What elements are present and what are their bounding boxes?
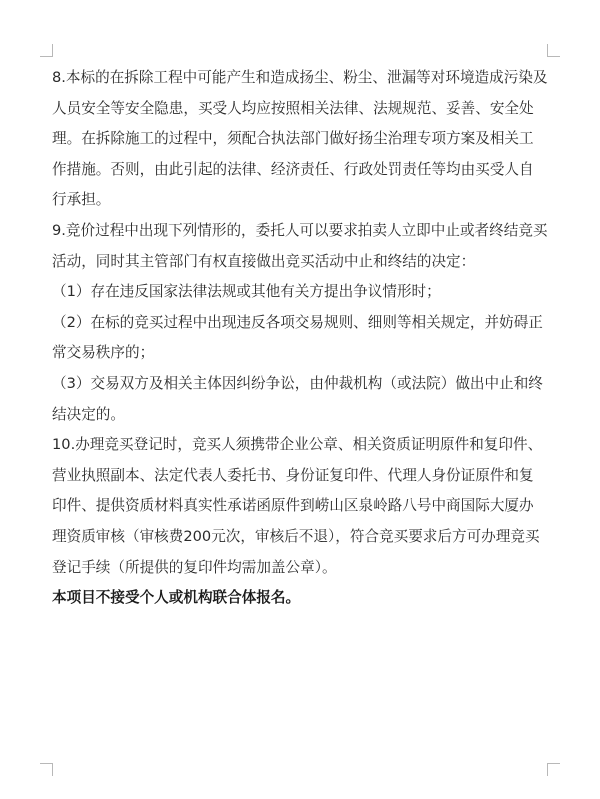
paragraph-item-9-2: （2）在标的竞买过程中出现违反各项交易规则、细则等相关规定，并妨碍正常交易秩序的； [52, 313, 543, 362]
document-body [52, 63, 548, 614]
crop-mark-top-right [547, 44, 560, 57]
paragraph-item-9-1: （1）存在违反国家法律法规或其他有关方提出争议情形时； [52, 283, 441, 301]
paragraph-item-9: 9.竞价过程中出现下列情形的，委托人可以要求拍卖人立即中止或者终结竞买活动，同时其主管部门有权直接做出竞买活动中止和终结的决定： [52, 221, 548, 270]
crop-mark-bottom-right [547, 763, 560, 776]
paragraph-item-9-3: （3）交易双方及相关主体因纠纷争讼，由仲裁机构（或法院）做出中止和终结决定的。 [52, 374, 543, 423]
notice-no-individual-registration: 本项目不接受个人或机构联合体报名。 [52, 589, 301, 607]
crop-mark-bottom-left [40, 763, 53, 776]
paragraph-item-10: 10.办理竞买登记时，竞买人须携带企业公章、相关资质证明原件和复印件、营业执照副本、法定代表人委托书、身份证复印件、代理人身份证原件和复印件、提供资质材料真实性承诺函原件到崂山区泉岭路八号中商国际大厦办理资质审核（审核费200元次，审核后不退），符合竞买要求后方可办理竞买登记手续（所提供的复印件均需加盖公章）。 [52, 436, 543, 576]
paragraph-item-8: 8.本标的在拆除工程中可能产生和造成扬尘、粉尘、泄漏等对环境造成污染及人员安全等安全隐患，买受人均应按照相关法律、法规规范、妥善、安全处理。在拆除施工的过程中，须配合执法部门做好扬尘治理专项方案及相关工作措施。否则，由此引起的法律、经济责任、行政处罚责任等均由买受人自行承担。 [52, 69, 548, 209]
crop-mark-top-left [40, 44, 53, 57]
